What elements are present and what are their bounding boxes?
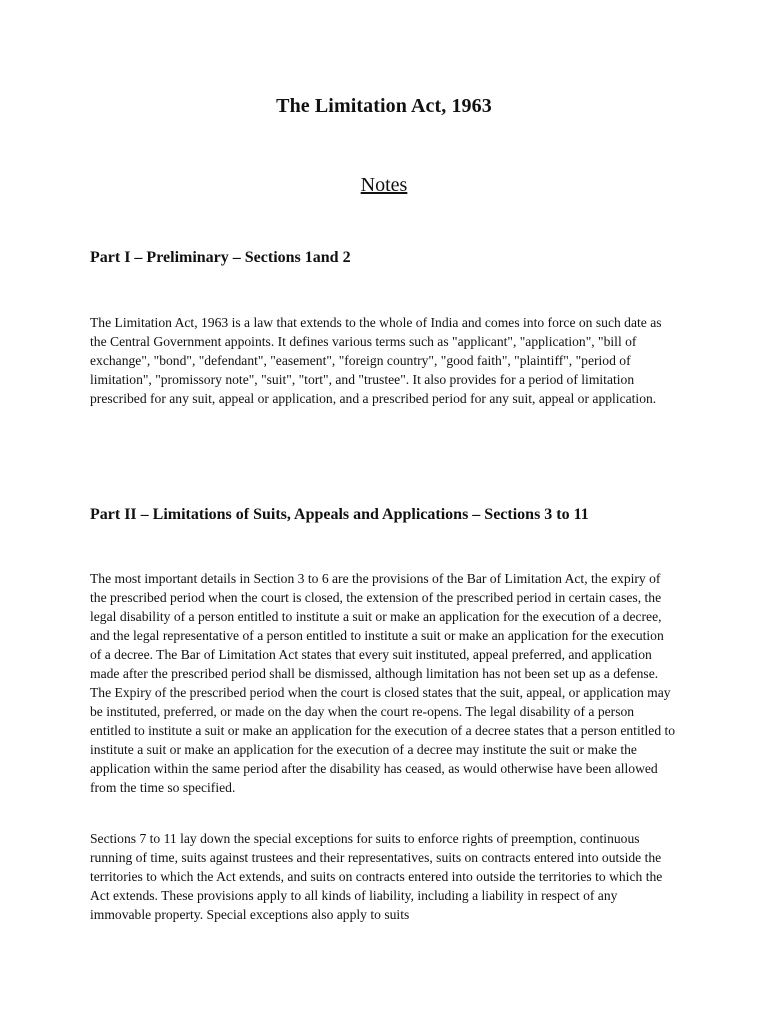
section-heading-part-1: Part I – Preliminary – Sections 1and 2 bbox=[90, 249, 351, 266]
notes-heading: Notes bbox=[360, 174, 408, 196]
section-heading-part-2: Part II – Limitations of Suits, Appeals and Applications – Sections 3 to 11 bbox=[90, 506, 589, 523]
section-paragraph-part-2-2: Sections 7 to 11 lay down the special exceptions for suits to enforce rights of preemption, continuous running of time, suits against trustees and their representatives, suits on contracts entered into outside the territories to which the Act extends, and suits on contracts entered into outside the territories to which the Act extends. These provisions apply to all kinds of liability, including a liability in respect of any immovable property. Special exceptions also apply to suits bbox=[90, 831, 663, 922]
document-title: The Limitation Act, 1963 bbox=[276, 95, 492, 117]
section-paragraph-part-2-1: The most important details in Section 3 to 6 are the provisions of the Bar of Limitation Act, the expiry of the prescribed period when the court is closed, the extension of the prescribed period in certain cases, the legal disability of a person entitled to institute a suit or make an application for the execution of a decree, and the legal representative of a person entitled to institute a suit or make an application for the execution of a decree. The Bar of Limitation Act states that every suit instituted, appeal preferred, and application made after the prescribed period shall be dismissed, although limitation has not been set up as a defense. The Expiry of the prescribed period when the court is closed states that the suit, appeal, or application may be instituted, preferred, or made on the day when the court re-opens. The legal disability of a person entitled to institute a suit or make an application for the execution of a decree states that a person entitled to institute a suit or make an application for the execution of a decree may institute the suit or make the application within the same period after the disability has ceased, as would otherwise have been allowed from the time so specified. bbox=[90, 571, 676, 795]
section-paragraph-part-1: The Limitation Act, 1963 is a law that extends to the whole of India and comes into force on such date as the Central Government appoints. It defines various terms such as "applicant", "application", "bill of exchange", "bond", "defendant", "easement", "foreign country", "good faith", "plaintiff", "period of limitation", "promissory note", "suit", "tort", and "trustee". It also provides for a period of limitation prescribed for any suit, appeal or application, and a prescribed period for any suit, appeal or application. bbox=[90, 315, 662, 406]
